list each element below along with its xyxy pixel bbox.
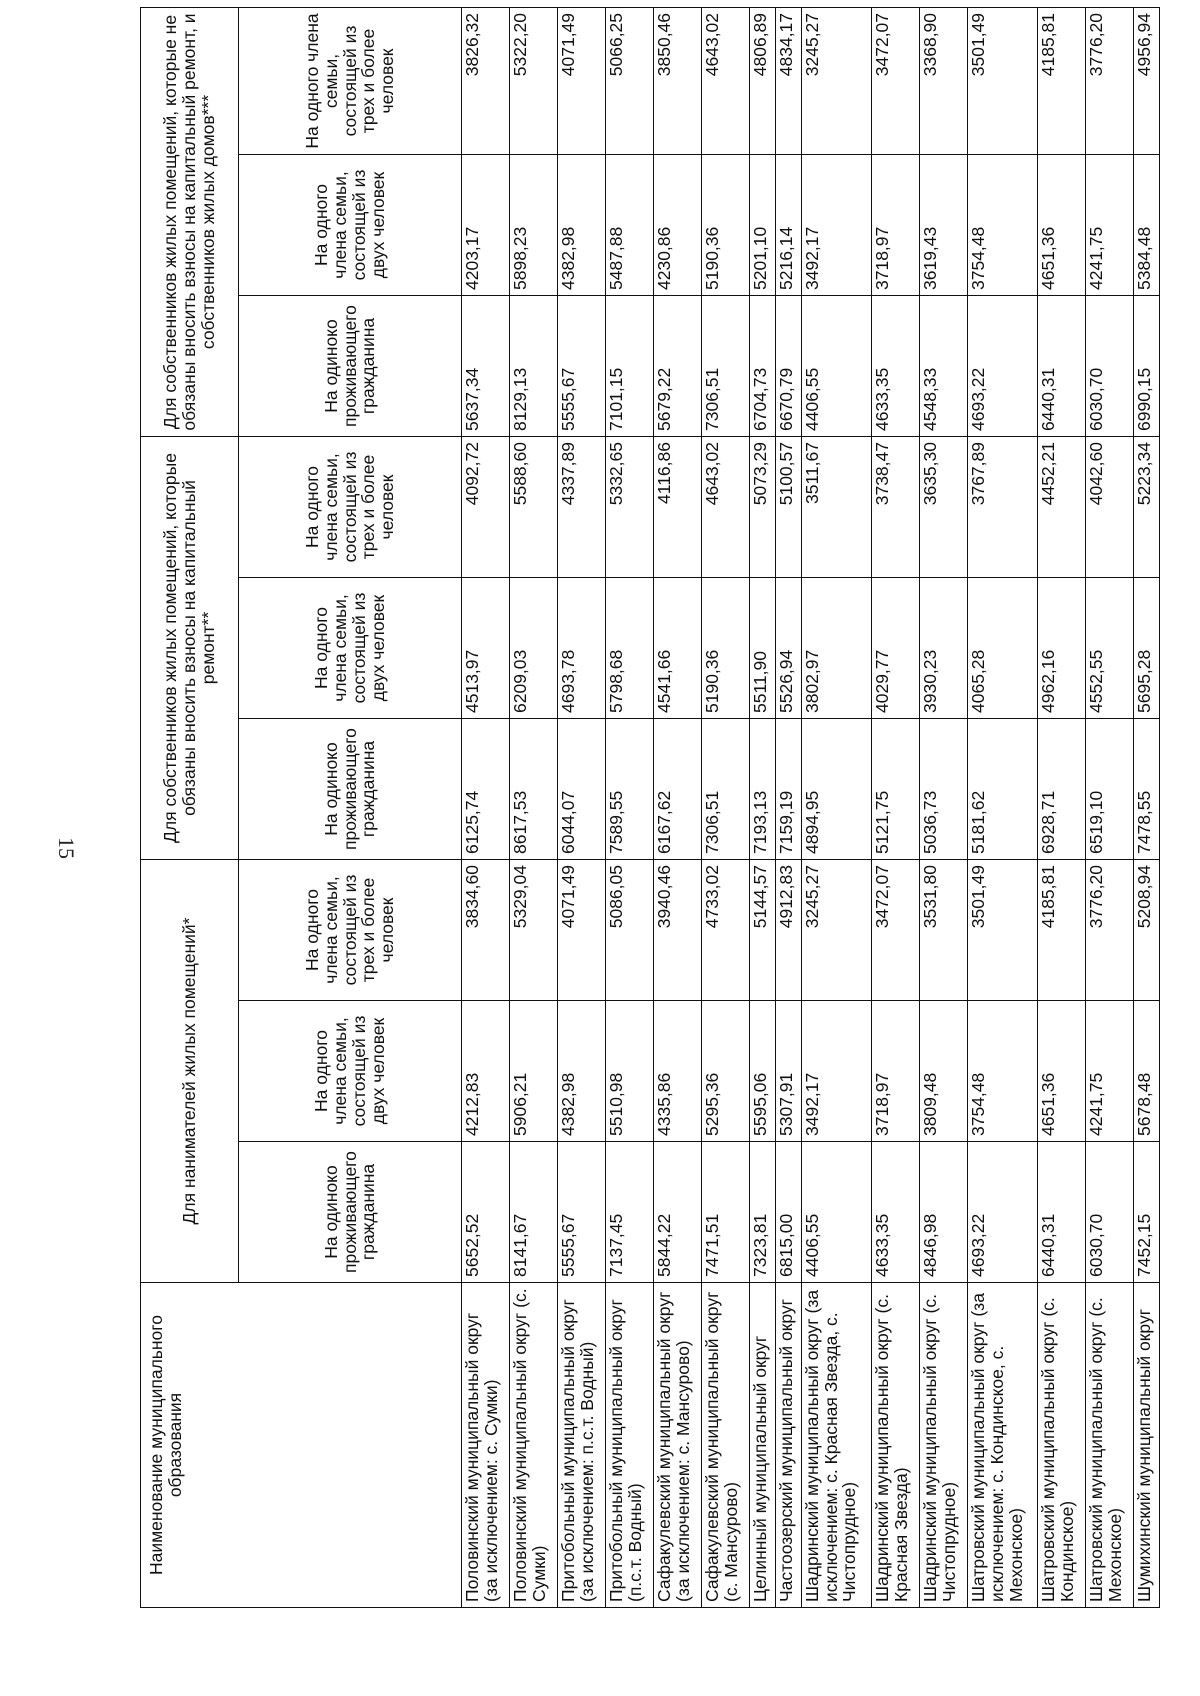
value-cell: 3511,67 xyxy=(801,437,871,578)
value-cell: 5295,36 xyxy=(702,1001,750,1142)
value-cell: 3767,89 xyxy=(967,437,1037,578)
value-cell: 6519,10 xyxy=(1086,719,1134,860)
value-cell: 3492,17 xyxy=(801,155,871,296)
municipality-name: Притобольный муниципальный округ (п.с.т. Водный) xyxy=(606,1283,654,1608)
value-cell: 3501,49 xyxy=(967,7,1037,154)
value-cell: 5555,67 xyxy=(558,296,606,437)
value-cell: 5181,62 xyxy=(967,719,1037,860)
value-cell: 8141,67 xyxy=(510,1142,558,1283)
value-cell: 4116,86 xyxy=(654,437,702,578)
value-cell: 4092,72 xyxy=(462,437,510,578)
value-cell: 6440,31 xyxy=(1038,296,1086,437)
header-owners-not-obliged: Для собственников жилых помещений, которые не обязаны вносить взносы на капитальный ремонт, и собственников жилых домов*** xyxy=(141,7,239,436)
municipality-name: Шатровский муниципальный округ (с. Мехонское) xyxy=(1086,1283,1134,1608)
value-cell: 4513,97 xyxy=(462,578,510,719)
value-cell: 3826,32 xyxy=(462,7,510,154)
value-cell: 5510,98 xyxy=(606,1001,654,1142)
value-cell: 4452,21 xyxy=(1038,437,1086,578)
value-cell: 5086,05 xyxy=(606,860,654,1001)
value-cell: 5208,94 xyxy=(1134,860,1160,1001)
subheader-two-member: На одного члена семьи, состоящей из двух человек xyxy=(239,1001,462,1142)
value-cell: 4846,98 xyxy=(919,1142,967,1283)
page-number: 15 xyxy=(54,837,79,859)
value-cell: 5384,48 xyxy=(1134,155,1160,296)
subsistence-table xyxy=(140,7,1160,1608)
value-cell: 3850,46 xyxy=(654,7,702,154)
table-row xyxy=(510,7,558,1607)
value-cell: 5100,57 xyxy=(775,437,801,578)
header-tenants: Для нанимателей жилых помещений* xyxy=(141,860,239,1283)
value-cell: 3738,47 xyxy=(871,437,919,578)
value-cell: 5190,36 xyxy=(702,578,750,719)
value-cell: 5695,28 xyxy=(1134,578,1160,719)
value-cell: 5526,94 xyxy=(775,578,801,719)
municipality-name: Целинный муниципальный округ xyxy=(750,1283,776,1608)
value-cell: 3718,97 xyxy=(871,155,919,296)
value-cell: 3754,48 xyxy=(967,1001,1037,1142)
municipality-name: Шумихинский муниципальный округ xyxy=(1134,1283,1160,1608)
value-cell: 4552,55 xyxy=(1086,578,1134,719)
value-cell: 3492,17 xyxy=(801,1001,871,1142)
value-cell: 5798,68 xyxy=(606,578,654,719)
municipality-name: Частоозерский муниципальный округ xyxy=(775,1283,801,1608)
municipality-name: Притобольный муниципальный округ (за исключением: п.с.т. Водный) xyxy=(558,1283,606,1608)
value-cell: 5588,60 xyxy=(510,437,558,578)
subheader-single: На одиноко проживающего гражданина xyxy=(239,719,462,860)
value-cell: 4185,81 xyxy=(1038,860,1086,1001)
value-cell: 6030,70 xyxy=(1086,1142,1134,1283)
value-cell: 6815,00 xyxy=(775,1142,801,1283)
table-row xyxy=(702,7,750,1607)
value-cell: 3754,48 xyxy=(967,155,1037,296)
subheader-single: На одиноко проживающего гражданина xyxy=(239,296,462,437)
rotated-table-wrapper xyxy=(140,8,1160,1608)
value-cell: 3501,49 xyxy=(967,860,1037,1001)
value-cell: 4203,17 xyxy=(462,155,510,296)
table-row xyxy=(558,7,606,1607)
value-cell: 3472,07 xyxy=(871,7,919,154)
value-cell: 5201,10 xyxy=(750,155,776,296)
table-row xyxy=(967,7,1037,1607)
municipality-name: Шадринский муниципальный округ (с. Красная Звезда) xyxy=(871,1283,919,1608)
value-cell: 3619,43 xyxy=(919,155,967,296)
table-row xyxy=(775,7,801,1607)
value-cell: 3776,20 xyxy=(1086,860,1134,1001)
value-cell: 4241,75 xyxy=(1086,155,1134,296)
value-cell: 5595,06 xyxy=(750,1001,776,1142)
value-cell: 3245,27 xyxy=(801,860,871,1001)
value-cell: 7306,51 xyxy=(702,719,750,860)
value-cell: 3245,27 xyxy=(801,7,871,154)
municipality-name: Сафакулевский муниципальный округ (с. Мансурово) xyxy=(702,1283,750,1608)
value-cell: 3834,60 xyxy=(462,860,510,1001)
value-cell: 5679,22 xyxy=(654,296,702,437)
value-cell: 5637,34 xyxy=(462,296,510,437)
value-cell: 4651,36 xyxy=(1038,1001,1086,1142)
value-cell: 4548,33 xyxy=(919,296,967,437)
municipality-name: Сафакулевский муниципальный округ (за исключением: с. Мансурово) xyxy=(654,1283,702,1608)
value-cell: 5906,21 xyxy=(510,1001,558,1142)
value-cell: 7323,81 xyxy=(750,1142,776,1283)
municipality-name: Шадринский муниципальный округ (с. Чистопрудное) xyxy=(919,1283,967,1608)
value-cell: 4042,60 xyxy=(1086,437,1134,578)
value-cell: 5223,34 xyxy=(1134,437,1160,578)
value-cell: 4406,55 xyxy=(801,296,871,437)
value-cell: 5066,25 xyxy=(606,7,654,154)
municipality-name: Шатровский муниципальный округ (с. Кондинское) xyxy=(1038,1283,1086,1608)
value-cell: 5307,91 xyxy=(775,1001,801,1142)
value-cell: 4912,83 xyxy=(775,860,801,1001)
value-cell: 7306,51 xyxy=(702,296,750,437)
value-cell: 3940,46 xyxy=(654,860,702,1001)
value-cell: 4633,35 xyxy=(871,296,919,437)
value-cell: 4065,28 xyxy=(967,578,1037,719)
value-cell: 4185,81 xyxy=(1038,7,1086,154)
value-cell: 3776,20 xyxy=(1086,7,1134,154)
value-cell: 4541,66 xyxy=(654,578,702,719)
value-cell: 6030,70 xyxy=(1086,296,1134,437)
value-cell: 6670,79 xyxy=(775,296,801,437)
municipality-name: Шадринский муниципальный округ (за исключением: с. Красная Звезда, с. Чистопрудное) xyxy=(801,1283,871,1608)
table-row xyxy=(919,7,967,1607)
value-cell: 7159,19 xyxy=(775,719,801,860)
value-cell: 4643,02 xyxy=(702,437,750,578)
value-cell: 5073,29 xyxy=(750,437,776,578)
value-cell: 3368,90 xyxy=(919,7,967,154)
subheader-three-plus: На одного члена семьи, состоящей из трех и более человек xyxy=(239,7,462,154)
value-cell: 4337,89 xyxy=(558,437,606,578)
value-cell: 4071,49 xyxy=(558,7,606,154)
value-cell: 4806,89 xyxy=(750,7,776,154)
value-cell: 4382,98 xyxy=(558,1001,606,1142)
value-cell: 4241,75 xyxy=(1086,1001,1134,1142)
table-row xyxy=(801,7,871,1607)
value-cell: 4382,98 xyxy=(558,155,606,296)
value-cell: 6125,74 xyxy=(462,719,510,860)
value-cell: 5652,52 xyxy=(462,1142,510,1283)
value-cell: 6440,31 xyxy=(1038,1142,1086,1283)
value-cell: 5511,90 xyxy=(750,578,776,719)
value-cell: 8129,13 xyxy=(510,296,558,437)
value-cell: 6704,73 xyxy=(750,296,776,437)
value-cell: 4733,02 xyxy=(702,860,750,1001)
municipality-name: Половинский муниципальный округ (за исключением: с. Сумки) xyxy=(462,1283,510,1608)
header-municipality: Наименование муниципального образования xyxy=(141,1283,462,1608)
value-cell: 5329,04 xyxy=(510,860,558,1001)
value-cell: 8617,53 xyxy=(510,719,558,860)
value-cell: 7137,45 xyxy=(606,1142,654,1283)
value-cell: 4693,78 xyxy=(558,578,606,719)
value-cell: 4962,16 xyxy=(1038,578,1086,719)
value-cell: 5487,88 xyxy=(606,155,654,296)
value-cell: 4693,22 xyxy=(967,1142,1037,1283)
value-cell: 5216,14 xyxy=(775,155,801,296)
value-cell: 4643,02 xyxy=(702,7,750,154)
table-row xyxy=(871,7,919,1607)
value-cell: 3930,23 xyxy=(919,578,967,719)
value-cell: 7101,15 xyxy=(606,296,654,437)
table-body xyxy=(462,7,1160,1607)
value-cell: 5332,65 xyxy=(606,437,654,578)
value-cell: 6044,07 xyxy=(558,719,606,860)
value-cell: 5678,48 xyxy=(1134,1001,1160,1142)
subheader-three-plus: На одного члена семьи, состоящей из трех и более человек xyxy=(239,437,462,578)
value-cell: 4651,36 xyxy=(1038,155,1086,296)
subheader-single: На одиноко проживающего гражданина xyxy=(239,1142,462,1283)
value-cell: 6928,71 xyxy=(1038,719,1086,860)
value-cell: 3718,97 xyxy=(871,1001,919,1142)
value-cell: 7193,13 xyxy=(750,719,776,860)
value-cell: 6167,62 xyxy=(654,719,702,860)
value-cell: 3635,30 xyxy=(919,437,967,578)
value-cell: 5144,57 xyxy=(750,860,776,1001)
value-cell: 5036,73 xyxy=(919,719,967,860)
value-cell: 4230,86 xyxy=(654,155,702,296)
value-cell: 4834,17 xyxy=(775,7,801,154)
value-cell: 4212,83 xyxy=(462,1001,510,1142)
subheader-three-plus: На одного члена семьи, состоящей из трех и более человек xyxy=(239,860,462,1001)
value-cell: 3802,97 xyxy=(801,578,871,719)
table-row xyxy=(750,7,776,1607)
value-cell: 7478,55 xyxy=(1134,719,1160,860)
value-cell: 4335,86 xyxy=(654,1001,702,1142)
value-cell: 6209,03 xyxy=(510,578,558,719)
value-cell: 3809,48 xyxy=(919,1001,967,1142)
value-cell: 5898,23 xyxy=(510,155,558,296)
value-cell: 5121,75 xyxy=(871,719,919,860)
value-cell: 4071,49 xyxy=(558,860,606,1001)
table-row xyxy=(606,7,654,1607)
value-cell: 5844,22 xyxy=(654,1142,702,1283)
value-cell: 4406,55 xyxy=(801,1142,871,1283)
value-cell: 7471,51 xyxy=(702,1142,750,1283)
value-cell: 4029,77 xyxy=(871,578,919,719)
municipality-name: Шатровский муниципальный округ (за исключением: с. Кондинское, с. Мехонское) xyxy=(967,1283,1037,1608)
value-cell: 5190,36 xyxy=(702,155,750,296)
table-row xyxy=(462,7,510,1607)
municipality-name: Половинский муниципальный округ (с. Сумки) xyxy=(510,1283,558,1608)
value-cell: 3472,07 xyxy=(871,860,919,1001)
table-row xyxy=(1038,7,1086,1607)
subheader-two-member: На одного члена семьи, состоящей из двух человек xyxy=(239,155,462,296)
value-cell: 4633,35 xyxy=(871,1142,919,1283)
table-row xyxy=(1134,7,1160,1607)
value-cell: 5322,20 xyxy=(510,7,558,154)
header-owners-obliged: Для собственников жилых помещений, которые обязаны вносить взносы на капитальный ремонт** xyxy=(141,437,239,860)
value-cell: 7452,15 xyxy=(1134,1142,1160,1283)
value-cell: 4956,94 xyxy=(1134,7,1160,154)
value-cell: 6990,15 xyxy=(1134,296,1160,437)
value-cell: 5555,67 xyxy=(558,1142,606,1283)
table-row xyxy=(1086,7,1134,1607)
value-cell: 3531,80 xyxy=(919,860,967,1001)
value-cell: 4693,22 xyxy=(967,296,1037,437)
value-cell: 4894,95 xyxy=(801,719,871,860)
subheader-two-member: На одного члена семьи, состоящей из двух человек xyxy=(239,578,462,719)
table-row xyxy=(654,7,702,1607)
value-cell: 7589,55 xyxy=(606,719,654,860)
